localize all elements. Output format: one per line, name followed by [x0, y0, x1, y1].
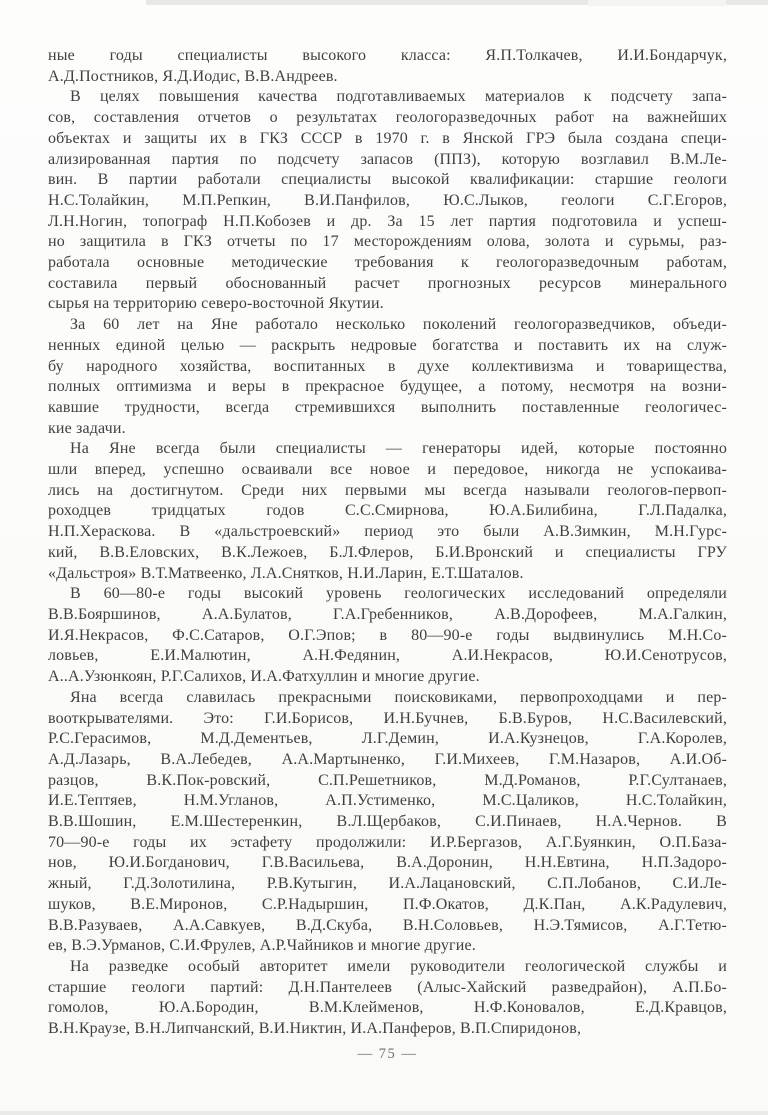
text-line: разцов, В.К.Пок-ровский, С.П.Решетников, М.Д.Романов, Р.Г.Султанаев,	[48, 771, 727, 789]
text-line: полных оптимизма и веры в прекрасное будущее, а потому, несмотря на возни-	[48, 378, 727, 396]
text-line: А..А.Узюнкоян, Р.Г.Салихов, И.А.Фатхуллин и многие другие.	[48, 668, 480, 686]
text-line: ные годы специалисты высокого класса: Я.П.Толкачев, И.И.Бондарчук,	[48, 47, 727, 64]
text-line: кавшие трудности, всегда стремившихся выполнить поставленные геологичес-	[48, 398, 727, 416]
text-line: На разведке особый авторитет имели руководители геологической службы и	[70, 957, 727, 975]
text-line: ловьев, Е.И.Малютин, А.Н.Федянин, А.И.Некрасов, Ю.И.Сенотрусов,	[48, 647, 727, 665]
paragraph	[48, 957, 727, 1040]
text-line: В 60—80-е годы высокий уровень геологических исследований определяли	[70, 585, 727, 603]
text-line: На Яне всегда были специалисты — генераторы идей, которые постоянно	[70, 440, 727, 458]
paragraph	[48, 87, 727, 315]
text-line: нов, Ю.И.Богданович, Г.В.Васильева, В.А.Доронин, Н.Н.Евтина, Н.П.Задоро-	[48, 854, 727, 872]
text-line: А.Д.Лазарь, В.А.Лебедев, А.А.Мартыненко, Г.И.Михеев, Г.М.Назаров, А.И.Об-	[48, 750, 727, 768]
text-line: ализированная партия по подсчету запасов (ППЗ), которую возглавил В.М.Ле-	[48, 150, 727, 168]
text-line: В.Н.Краузе, В.Н.Липчанский, В.И.Никтин, И.А.Панферов, В.П.Спиридонов,	[48, 1020, 582, 1038]
paragraph	[48, 315, 727, 439]
text-line: лись на достигнутом. Среди них первыми мы всегда называли геологов-первоп-	[48, 481, 727, 499]
text-line: «Дальстроя» В.Т.Матвеенко, Л.А.Снятков, Н.И.Ларин, Е.Т.Шаталов.	[48, 564, 524, 582]
text-line: гомолов, Ю.А.Бородин, В.М.Клейменов, Н.Ф.Коновалов, Е.Д.Кравцов,	[48, 999, 727, 1017]
text-line: Н.П.Хераскова. В «дальстроевский» период это были А.В.Зимкин, М.Н.Гурс-	[48, 523, 727, 541]
text-line: вооткрывателями. Это: Г.И.Борисов, И.Н.Бучнев, Б.В.Буров, Н.С.Василевский,	[48, 709, 727, 727]
page-number: — 75 —	[357, 1046, 418, 1062]
paragraph	[48, 688, 727, 957]
scan-artifact-bottom	[0, 1111, 768, 1115]
text-line: кий, В.В.Еловских, В.К.Лежоев, Б.Л.Флеров, Б.И.Вронский и специалисты ГРУ	[48, 543, 727, 561]
text-line: роходцев тридцатых годов С.С.Смирнова, Ю.А.Билибина, Г.Л.Падалка,	[48, 502, 727, 520]
text-line: Л.Н.Ногин, топограф Н.П.Кобозев и др. За 15 лет партия подготовила и успеш-	[48, 212, 727, 230]
text-line: И.Е.Тептяев, Н.М.Угланов, А.П.Устименко, М.С.Цаликов, Н.С.Толайкин,	[48, 792, 727, 810]
text-line: кие задачи.	[48, 419, 126, 437]
text-line: Н.С.Толайкин, М.П.Репкин, В.И.Панфилов, Ю.С.Лыков, геологи С.Г.Егоров,	[48, 191, 727, 209]
text-line: шли вперед, успешно осваивали все новое и передовое, никогда не успокаива-	[48, 461, 727, 479]
text-line: 70—90-е годы их эстафету продолжили: И.Р.Бергазов, А.Г.Буянкин, О.П.База-	[48, 833, 727, 851]
paragraph	[48, 439, 727, 584]
text-line: работала основные методические требования к геологоразведочным работам,	[48, 254, 727, 272]
text-line: В.В.Бояршинов, А.А.Булатов, Г.А.Гребенников, А.В.Дорофеев, М.А.Галкин,	[48, 605, 727, 623]
scan-artifact-top-light	[588, 0, 726, 6]
text-line: сов, составления отчетов о результатах геологоразведочных работ на важнейших	[48, 109, 727, 127]
text-line: Р.С.Герасимов, М.Д.Дементьев, Л.Г.Демин, И.А.Кузнецов, Г.А.Королев,	[48, 730, 727, 748]
text-line: составила первый обоснованный расчет прогнозных ресурсов минерального	[48, 274, 727, 292]
text-line: ев, В.Э.Урманов, С.И.Фрулев, А.Р.Чайников и многие другие.	[48, 937, 476, 955]
text-line: В целях повышения качества подготавливаемых материалов к подсчету запа-	[70, 88, 727, 106]
text-line: шуков, В.Е.Миронов, С.Р.Надыршин, П.Ф.Окатов, Д.К.Пан, А.К.Радулевич,	[48, 895, 727, 913]
text-line: Яна всегда славилась прекрасными поисковиками, первопроходцами и пер-	[70, 688, 727, 706]
text-line: старшие геологи партий: Д.Н.Пантелеев (Алыс-Хайский разведрайон), А.П.Бо-	[48, 978, 727, 996]
text-line: В.В.Шошин, Е.М.Шестеренкин, В.Л.Щербаков, С.И.Пинаев, Н.А.Чернов. В	[48, 813, 727, 831]
text-line: ненных единой целью — раскрыть недровые богатства и поставить их на служ-	[48, 336, 727, 354]
text-line: бу народного хозяйства, воспитанных в духе коллективизма и товарищества,	[48, 357, 727, 375]
page-text-block	[48, 46, 727, 1040]
paragraph	[48, 584, 727, 688]
text-line: сырья на территорию северо-восточной Якутии.	[48, 295, 384, 313]
text-line: объектах и защиты их в ГКЗ СССР в 1970 г. в Янской ГРЭ была создана специ-	[48, 129, 727, 147]
text-line: И.Я.Некрасов, Ф.С.Сатаров, О.Г.Эпов; в 80—90-е годы выдвинулись М.Н.Со-	[48, 626, 727, 644]
text-line: А.Д.Постников, Я.Д.Иодис, В.В.Андреев.	[48, 67, 338, 85]
text-line: вин. В партии работали специалисты высокой квалификации: старшие геологи	[48, 171, 727, 189]
text-line: жный, Г.Д.Золотилина, Р.В.Кутыгин, И.А.Лацановский, С.П.Лобанов, С.И.Ле-	[48, 875, 727, 893]
text-line: В.В.Разуваев, А.А.Савкуев, В.Д.Скуба, В.Н.Соловьев, Н.Э.Тямисов, А.Г.Тетю-	[48, 916, 727, 934]
text-line: но защитила в ГКЗ отчеты по 17 месторождениям олова, золота и сурьмы, раз-	[48, 233, 727, 251]
text-line: За 60 лет на Яне работало несколько поколений геологоразведчиков, объеди-	[70, 316, 727, 334]
paragraph	[48, 46, 727, 87]
